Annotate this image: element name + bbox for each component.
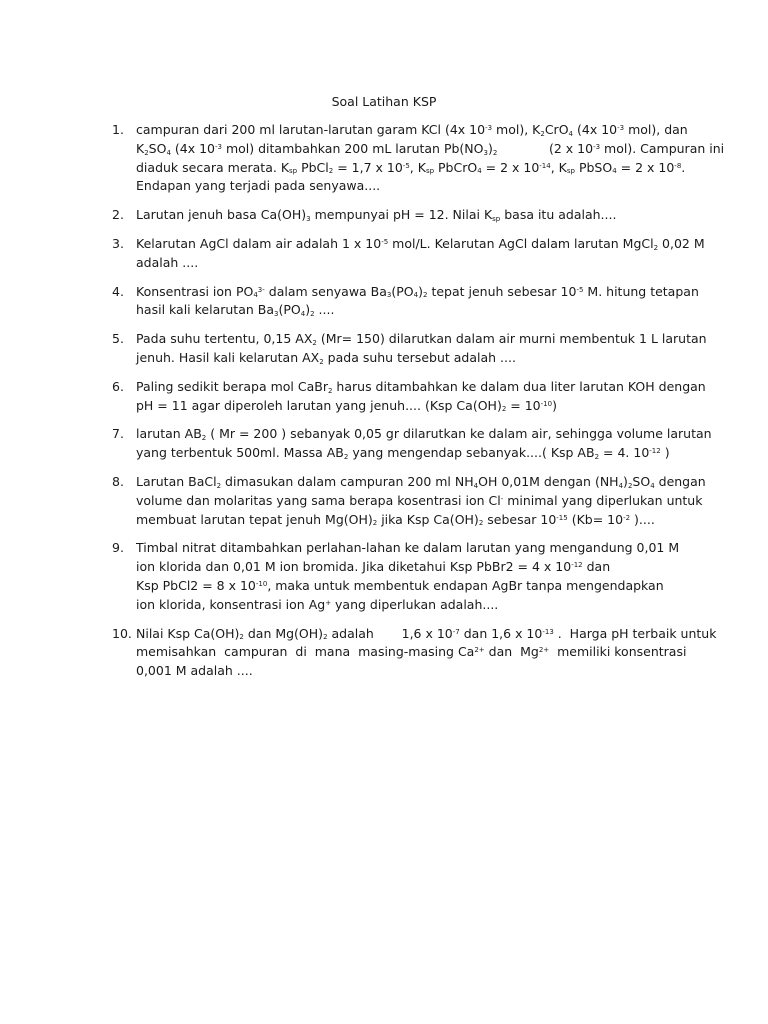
question-item — [112, 625, 717, 681]
question-item — [112, 473, 706, 529]
question-item — [112, 283, 699, 321]
question-text-line: jenuh. Hasil kali kelarutan $AX_2$ pada suhu tersebut adalah .... — [136, 349, 516, 366]
question-text-line: membuat larutan tepat jenuh $Mg(OH)_2$ jika Ksp $Ca(OH)_2$ sebesar $10^{-15}$ ($Kb= 10^{-2}$ ).... — [136, 511, 655, 528]
question-number: 8. — [112, 473, 124, 489]
question-number: 2. — [112, 207, 124, 223]
document-title: Soal Latihan KSP — [331, 94, 437, 109]
question-item — [112, 235, 705, 273]
question-text-line: Timbal nitrat ditambahkan perlahan-lahan ke dalam larutan yang mengandung 0,01 M — [136, 540, 680, 556]
question-text-line: 0,001 M adalah .... — [136, 663, 253, 679]
question-number: 10. — [112, 625, 132, 641]
question-text-line: yang terbentuk 500ml. Massa $AB_2$ yang mengendap sebanyak....( Ksp $AB_2 = 4$. $10^{-12}$ ) — [136, 445, 670, 461]
question-number: 6. — [112, 378, 124, 394]
question-text-line: volume dan molaritas yang sama berapa kosentrasi ion Cl- minimal yang diperlukan untuk — [136, 492, 703, 508]
question-item — [112, 330, 707, 368]
question-text-line: Larutan BaCl$_2$ dimasukan dalam campuran 200 ml $NH_4OH$ 0,01M dengan $(NH_4)_2SO_4$ dengan — [136, 473, 706, 490]
question-number: 4. — [112, 283, 124, 299]
question-text-line: Ksp PbCl2 = 8 x $10^{-10}$, maka untuk membentuk endapan AgBr tanpa mengendapkan — [136, 577, 664, 593]
question-text-line: Pada suhu tertentu, 0,15 $AX_2$ (Mr= 150) dilarutkan dalam air murni membentuk 1 L larutan — [136, 331, 707, 347]
question-text-line: Konsentrasi ion $PO_4^{3-}$ dalam senyawa $Ba_3(PO_4)_2$ tepat jenuh sebesar $10^{-5}$ M. hitung tetapan — [136, 283, 699, 300]
question-number: 5. — [112, 331, 124, 347]
question-item — [112, 378, 706, 416]
question-text-line: larutan $AB_2$ ( Mr = 200 ) sebanyak 0,05 gr dilarutkan ke dalam air, sehingga volume larutan — [136, 426, 712, 443]
question-text-line: hasil kali kelarutan $Ba_3(PO_4)_2$ .... — [136, 302, 335, 319]
question-text-line: Kelarutan AgCl dalam air adalah 1 x $10^{-5}$ mol/L. Kelarutan AgCl dalam larutan MgCl$_2$ 0,02 M — [136, 235, 705, 252]
question-text-line: adalah .... — [136, 254, 199, 270]
question-text-line: $K_2SO_4$ (4x $10^{-3}$ mol) ditambahkan 200 mL larutan $Pb(NO_3)_2$ (2 x $10^{-3}$ mol). Campuran ini — [136, 140, 725, 157]
question-text-line: Larutan jenuh basa $Ca(OH)_3$ mempunyai pH = 12. Nilai $K_{sp}$ basa itu adalah.... — [136, 207, 617, 223]
question-text-line: ion klorida dan 0,01 M ion bromida. Jika diketahui Ksp PbBr2 = 4 x $10^{-12}$ dan — [136, 559, 611, 575]
question-list — [112, 121, 725, 691]
question-item — [112, 539, 682, 614]
question-item — [112, 425, 712, 463]
question-text-line: pH = 11 agar diperoleh larutan yang jenuh.... (Ksp $Ca(OH)_2 = 10^{-10}$) — [136, 397, 557, 414]
question-text-line: memisahkan campuran di mana masing-masing $Ca^{2+}$ dan $Mg^{2+}$ memiliki konsentrasi — [136, 644, 687, 660]
question-number: 9. — [112, 540, 124, 556]
question-text-line: campuran dari 200 ml larutan-larutan garam KCl (4x $10^{-3}$ mol), $K_2CrO_4$ (4x $10^{-3}$ mol), dan — [136, 122, 688, 138]
question-text-line: Endapan yang terjadi pada senyawa.... — [136, 178, 381, 194]
question-text-line: Nilai Ksp $Ca(OH)_2$ dan $Mg(OH)_2$ adalah 1,6 x $10^{-7}$ dan 1,6 x $10^{-13}$ . Harga pH terbaik untuk — [136, 625, 717, 642]
question-text-line: diaduk secara merata. $K_{sp}$ PbCl$_2$ = 1,7 x $10^{-5}$, $K_{sp}$ PbCrO$_4$ = 2 x $10^{-14}$, $K_{sp}$ PbSO$_4$ = 2 x $10^{-8}$. — [136, 159, 686, 176]
question-number: 3. — [112, 235, 124, 251]
question-item — [112, 206, 682, 225]
question-number: 1. — [112, 122, 124, 137]
question-number: 7. — [112, 426, 124, 442]
question-text-line: ion klorida, konsentrasi ion Ag+ yang diperlukan adalah.... — [136, 596, 499, 612]
question-text-line: Paling sedikit berapa mol CaBr$_2$ harus ditambahkan ke dalam dua liter larutan KOH dengan — [136, 378, 706, 395]
question-item — [112, 121, 725, 196]
